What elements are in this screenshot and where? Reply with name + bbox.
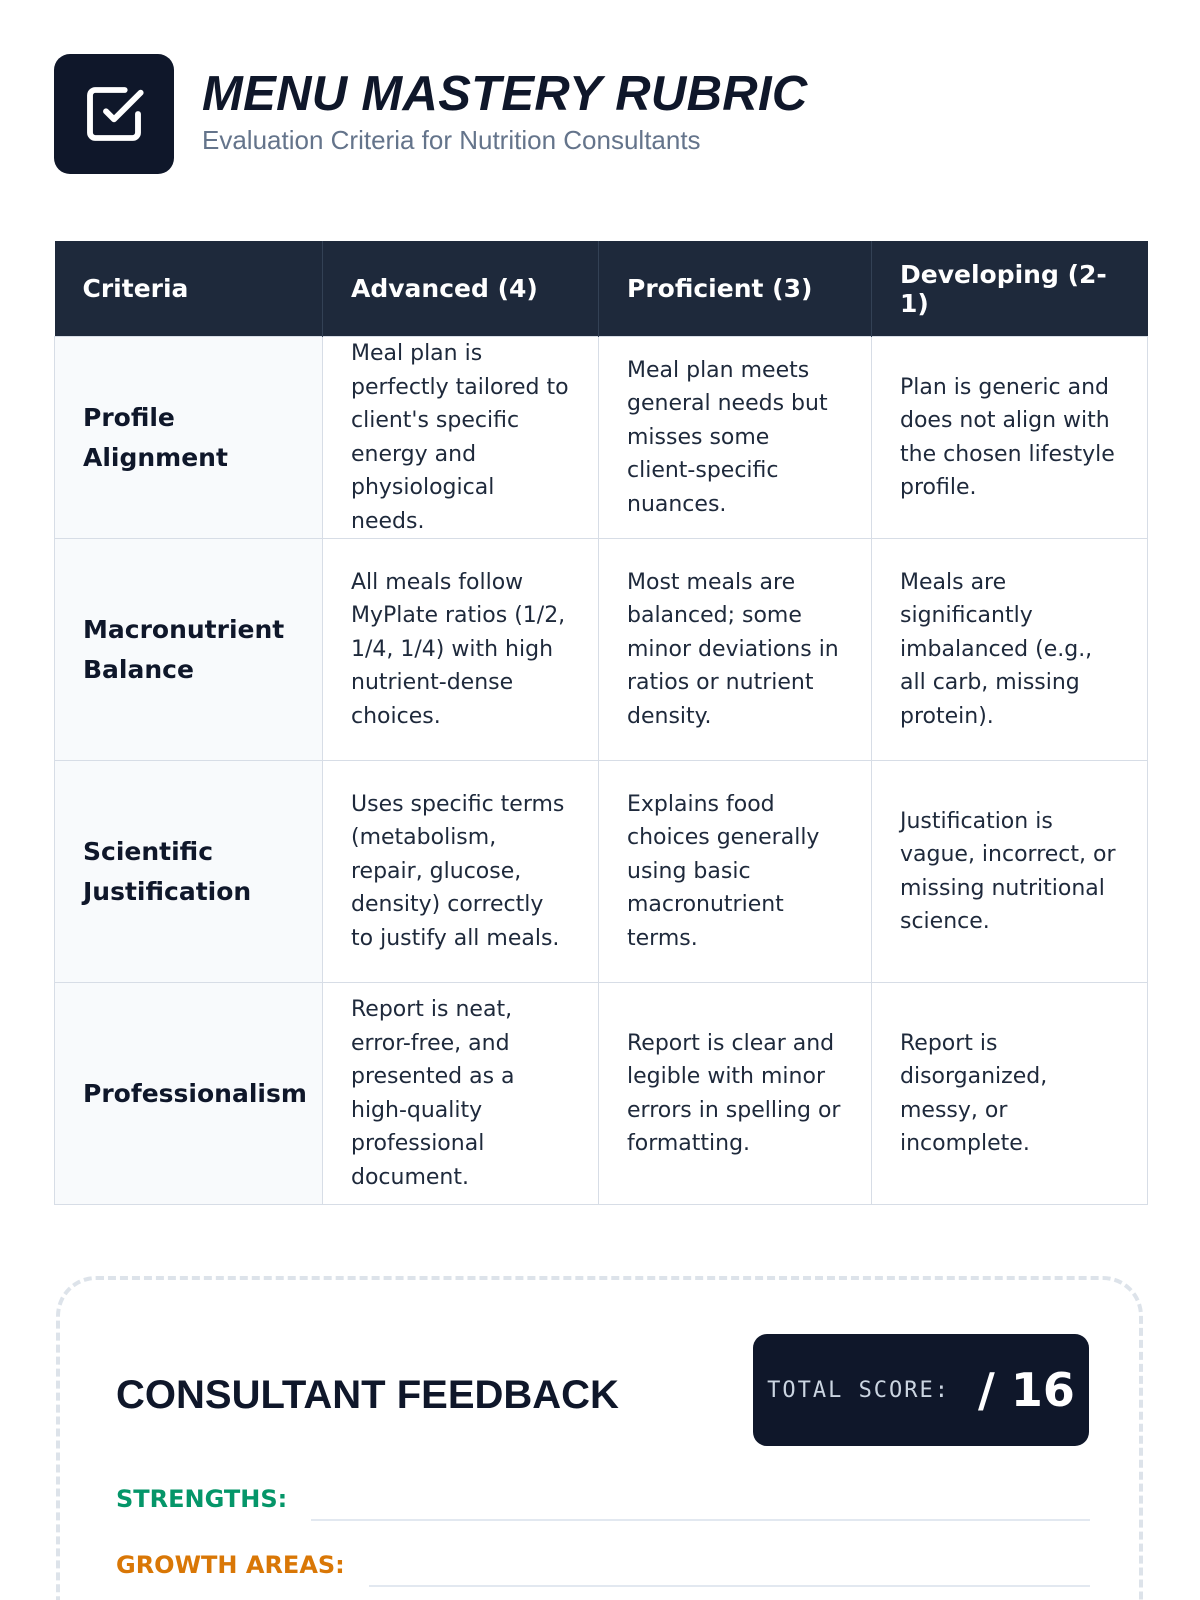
growth-areas-label: GROWTH AREAS:	[116, 1551, 345, 1579]
table-row	[55, 337, 1148, 539]
rubric-table	[54, 241, 1148, 1205]
developing-cell: Report is disorganized, messy, or incomplete.	[872, 983, 1148, 1205]
developing-cell: Plan is generic and does not align with the chosen lifestyle profile.	[872, 337, 1148, 539]
feedback-title: CONSULTANT FEEDBACK	[116, 1373, 619, 1417]
table-row	[55, 983, 1148, 1205]
advanced-cell: Report is neat, error-free, and presented as a high-quality professional document.	[323, 983, 599, 1205]
column-header-developing: Developing (2-1)	[872, 241, 1148, 337]
criteria-cell: Scientific Justification	[55, 761, 323, 983]
checkbox-checked-icon	[82, 82, 146, 146]
advanced-cell: Uses specific terms (metabolism, repair, glucose, density) correctly to justify all meals.	[323, 761, 599, 983]
total-score-box	[753, 1334, 1089, 1446]
strengths-field[interactable]	[116, 1485, 1090, 1513]
total-score-label: TOTAL SCORE:	[767, 1377, 951, 1403]
page-header	[54, 54, 808, 174]
developing-cell: Meals are significantly imbalanced (e.g., all carb, missing protein).	[872, 539, 1148, 761]
page-title: MENU MASTERY RUBRIC	[202, 67, 808, 121]
strengths-write-line[interactable]	[311, 1519, 1090, 1521]
title-block	[202, 66, 808, 156]
criteria-cell: Professionalism	[55, 983, 323, 1205]
advanced-cell: Meal plan is perfectly tailored to client's specific energy and physiological needs.	[323, 337, 599, 539]
criteria-cell: Profile Alignment	[55, 337, 323, 539]
criteria-cell: Macronutrient Balance	[55, 539, 323, 761]
feedback-panel	[56, 1276, 1143, 1600]
developing-cell: Justification is vague, incorrect, or missing nutritional science.	[872, 761, 1148, 983]
table-header-row	[55, 241, 1148, 337]
table-row	[55, 539, 1148, 761]
table-row	[55, 761, 1148, 983]
column-header-criteria: Criteria	[55, 241, 323, 337]
column-header-proficient: Proficient (3)	[599, 241, 872, 337]
proficient-cell: Meal plan meets general needs but misses some client-specific nuances.	[599, 337, 872, 539]
advanced-cell: All meals follow MyPlate ratios (1/2, 1/4, 1/4) with high nutrient-dense choices.	[323, 539, 599, 761]
growth-areas-field[interactable]	[116, 1551, 1090, 1579]
proficient-cell: Report is clear and legible with minor errors in spelling or formatting.	[599, 983, 872, 1205]
proficient-cell: Most meals are balanced; some minor deviations in ratios or nutrient density.	[599, 539, 872, 761]
strengths-label: STRENGTHS:	[116, 1485, 288, 1513]
total-score-value: / 16	[978, 1363, 1075, 1417]
page-subtitle: Evaluation Criteria for Nutrition Consultants	[202, 125, 701, 155]
logo	[54, 54, 174, 174]
column-header-advanced: Advanced (4)	[323, 241, 599, 337]
proficient-cell: Explains food choices generally using basic macronutrient terms.	[599, 761, 872, 983]
growth-areas-write-line[interactable]	[369, 1585, 1090, 1587]
